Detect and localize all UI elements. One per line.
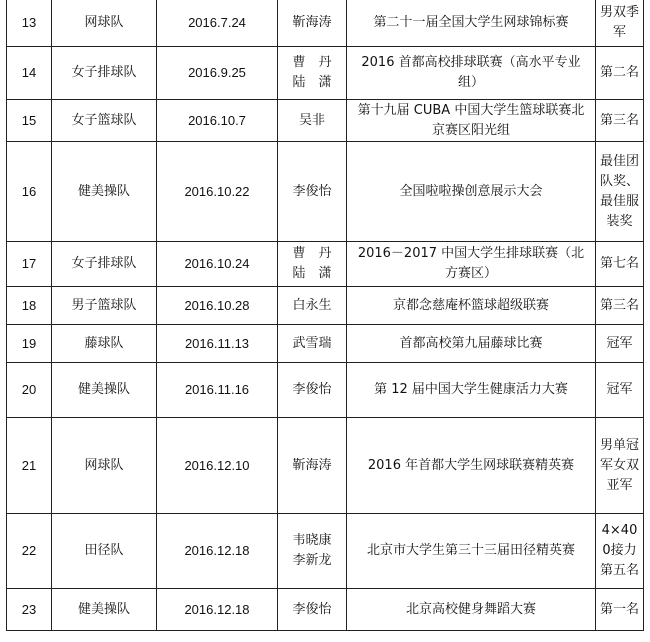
coach-cell [278,363,347,418]
result-cell: 男单冠军女双亚军 [596,418,644,514]
team-cell: 藤球队 [52,325,157,363]
result-cell: 第二名 [596,47,644,100]
table-row [7,242,644,287]
event-cell: 2016－2017 中国大学生排球联赛（北方赛区） [347,242,596,287]
coach-cell [278,418,347,514]
team-cell: 男子篮球队 [52,287,157,325]
coach-cell [278,47,347,100]
awards-table-body [7,0,644,631]
date-cell: 2016.9.25 [157,47,278,100]
row-number-cell: 13 [7,0,52,47]
table-row [7,514,644,589]
team-cell: 健美操队 [52,589,157,631]
coach-name: 李俊怡 [292,183,332,199]
table-row [7,47,644,100]
team-cell: 田径队 [52,514,157,589]
date-cell: 2016.10.28 [157,287,278,325]
coach-name: 靳海涛 [292,14,332,30]
result-cell: 第一名 [596,589,644,631]
date-cell: 2016.11.13 [157,325,278,363]
event-cell: 首都高校第九届藤球比赛 [347,325,596,363]
table-row [7,0,644,47]
result-cell: 冠军 [596,325,644,363]
team-cell: 健美操队 [52,363,157,418]
team-cell: 健美操队 [52,142,157,242]
coach-cell [278,589,347,631]
event-cell: 第十九届 CUBA 中国大学生篮球联赛北京赛区阳光组 [347,100,596,142]
coach-name: 李俊怡 [292,382,332,397]
coach-cell [278,100,347,142]
team-cell: 网球队 [52,0,157,47]
result-cell: 男双季军 [596,0,644,47]
row-number-cell: 22 [7,514,52,589]
table-row [7,287,644,325]
row-number-cell: 15 [7,100,52,142]
date-cell: 2016.10.24 [157,242,278,287]
date-cell: 2016.12.18 [157,589,278,631]
result-cell: 最佳团队奖、最佳服装奖 [596,142,644,242]
event-cell: 北京市大学生第三十三届田径精英赛 [347,514,596,589]
coach-name: 陆 潇 [292,75,332,90]
coach-cell [278,325,347,363]
result-cell: 第三名 [596,287,644,325]
date-cell: 2016.11.16 [157,363,278,418]
result-cell: 冠军 [596,363,644,418]
row-number-cell: 19 [7,325,52,363]
row-number-cell: 20 [7,363,52,418]
table-row [7,325,644,363]
row-number-cell: 14 [7,47,52,100]
coach-name: 白永生 [292,297,332,313]
result-cell: 4×400接力第五名 [596,514,644,589]
coach-name: 李俊怡 [292,601,332,617]
date-cell: 2016.12.10 [157,418,278,514]
team-cell: 女子篮球队 [52,100,157,142]
coach-name: 韦晓康 [292,533,332,548]
event-cell: 2016 首都高校排球联赛（高水平专业组） [347,47,596,100]
coach-name: 吴非 [298,112,325,128]
coach-name: 陆 潇 [292,266,332,281]
row-number-cell: 17 [7,242,52,287]
team-cell: 女子排球队 [52,47,157,100]
table-row [7,142,644,242]
date-cell: 2016.12.18 [157,514,278,589]
coach-name: 曹 丹 [292,55,332,70]
coach-name: 武雪瑞 [292,335,332,351]
row-number-cell: 23 [7,589,52,631]
team-cell: 网球队 [52,418,157,514]
awards-table [6,0,644,631]
table-row [7,100,644,142]
result-cell: 第三名 [596,100,644,142]
date-cell: 2016.10.7 [157,100,278,142]
team-cell: 女子排球队 [52,242,157,287]
result-cell: 第七名 [596,242,644,287]
coach-cell [278,0,347,47]
coach-name: 靳海涛 [292,457,332,473]
event-cell: 京都念慈庵杯篮球超级联赛 [347,287,596,325]
table-row [7,363,644,418]
coach-cell [278,514,347,589]
table-row [7,418,644,514]
event-cell: 全国啦啦操创意展示大会 [347,142,596,242]
table-row [7,589,644,631]
coach-name: 李新龙 [292,553,332,568]
coach-name: 曹 丹 [292,246,332,261]
event-cell: 第 12 届中国大学生健康活力大赛 [347,363,596,418]
coach-cell [278,287,347,325]
event-cell: 2016 年首都大学生网球联赛精英赛 [347,418,596,514]
event-cell: 北京高校健身舞蹈大赛 [347,589,596,631]
date-cell: 2016.10.22 [157,142,278,242]
coach-cell [278,142,347,242]
row-number-cell: 21 [7,418,52,514]
date-cell: 2016.7.24 [157,0,278,47]
row-number-cell: 16 [7,142,52,242]
coach-cell [278,242,347,287]
event-cell: 第二十一届全国大学生网球锦标赛 [347,0,596,47]
row-number-cell: 18 [7,287,52,325]
